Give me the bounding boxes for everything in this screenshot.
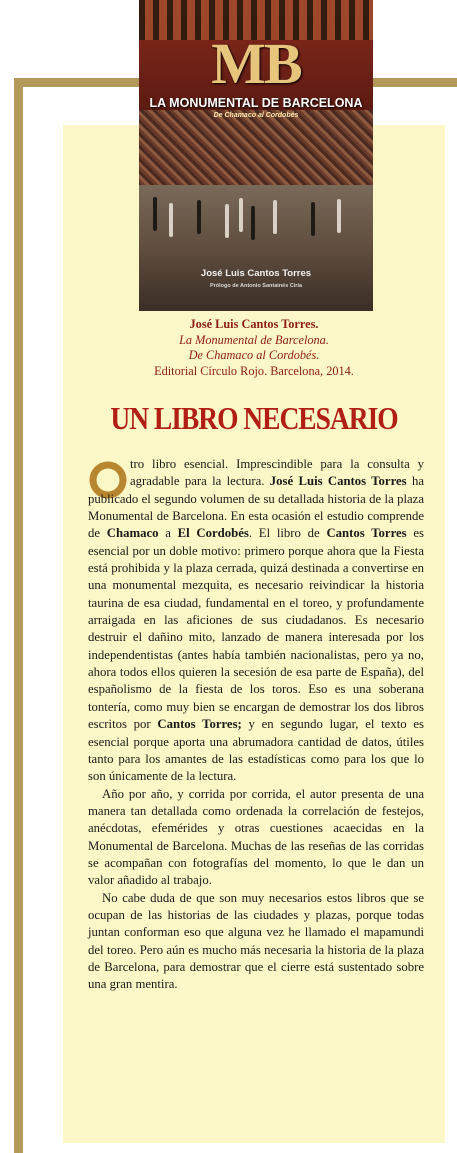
caption-author: José Luis Cantos Torres. — [189, 317, 319, 331]
cover-figure — [239, 198, 243, 232]
article-paragraph-1: tro libro esencial. Imprescindible para la consulta y agradable para la lectura. José Luis Cantos Torres ha publicado el segundo volumen de su detallada historia de la plaza Monumental de Barcelona. En esta ocasión el estudio comprende de Chamaco a El Cordobés. El libro de Cantos Torres es esencial por un doble motivo: primero porque ahora que la Fiesta está prohibida y la plaza cerrada, quizá destinada a convertirse en una monumental mezquita, es necesario reivindicar la historia taurina de esa ciudad, fundamental en el toreo, y profundamente arraigada en las aficiones de sus ciudadanos. Es necesario destruir el dañino mito, lanzado de manera interesada por los independentistas (antes había también nacionalistas, pero ya no, ahora todos ellos quieren la secesión de esa parte de España), del españolismo de la fiesta de los toros. Eso es una soberana tontería, como muy bien se encargan de demostrar los dos libros escritos por Cantos Torres; y en segundo lugar, el texto es esencial porque aporta una abrumadora cantidad de datos, útiles tanto para los amantes de las estadísticas como para los que lo son únicamente de la lectura. — [88, 457, 424, 784]
cover-author: José Luis Cantos Torres — [200, 268, 312, 279]
article-headline: UN LIBRO NECESARIO — [110, 400, 398, 436]
cover-figure — [337, 199, 341, 233]
cover-figure — [169, 203, 173, 237]
caption-title: La Monumental de Barcelona. — [179, 332, 329, 347]
cover-figure — [273, 200, 277, 234]
cover-subtitle: De Chamaco al Cordobés — [213, 112, 299, 119]
cover-figure — [311, 202, 315, 236]
article-paragraph-3: No cabe duda de que son muy necesarios estos libros que se ocupan de las historias de las ciudades y plazas, porque todas juntan conforman eso que alguna vez he llamado el mapamundi del toreo. Pero aún es mucho más necesaria la historia de la plaza de Barcelona, para demostrar que el cierre está sustentado sobre una gran mentira. — [88, 890, 424, 992]
article-paragraph-2: Año por año, y corrida por corrida, el autor presenta de una manera tan detallada como ordenada la correlación de festejos, anécdotas, efemérides y otras cuestiones acaecidas en la Monumental de Barcelona. Muchas de las reseñas de las corridas se acompañan con fotografías del momento, lo que le dan un valor añadido al trabajo. — [88, 786, 424, 888]
caption-publisher: Editorial Círculo Rojo. Barcelona, 2014. — [154, 363, 354, 378]
cover-title: LA MONUMENTAL DE BARCELONA — [149, 96, 363, 110]
cover-logo: MB — [211, 31, 301, 96]
cover-figure — [225, 204, 229, 238]
cover-crowd — [139, 110, 373, 195]
frame-left-border — [14, 78, 23, 1153]
caption-subtitle: De Chamaco al Cordobés. — [188, 348, 320, 363]
cover-prologue: Prólogo de Antonio Santainés Ciria — [209, 283, 303, 289]
cover-figure — [153, 197, 157, 231]
article-body — [88, 456, 424, 994]
book-caption — [63, 317, 445, 379]
cover-figure — [197, 200, 201, 234]
cover-figure — [251, 206, 255, 240]
book-cover-image — [139, 0, 373, 311]
